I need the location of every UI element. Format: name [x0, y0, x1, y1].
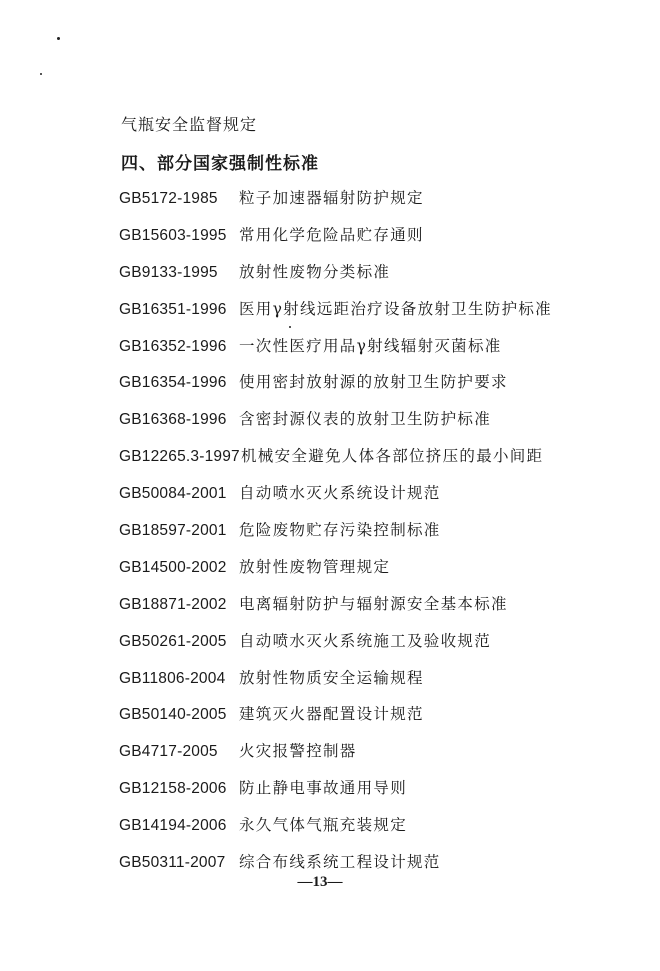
standard-item: [119, 556, 552, 593]
standard-item: [119, 630, 552, 667]
standard-code: GB14500-2002: [119, 558, 227, 576]
standard-title: 综合布线系统工程设计规范: [239, 853, 441, 872]
standard-code: GB11806-2004: [119, 669, 226, 687]
standard-title: 火灾报警控制器: [239, 742, 357, 761]
standard-title: 放射性废物分类标准: [239, 262, 391, 281]
standard-title: 使用密封放射源的放射卫生防护要求: [239, 373, 508, 392]
standard-item: [119, 371, 552, 408]
standard-code: GB4717-2005: [119, 743, 218, 761]
standard-title: 含密封源仪表的放射卫生防护标准: [239, 410, 492, 429]
standard-code: GB18597-2001: [119, 522, 227, 540]
scan-speck: [57, 37, 60, 40]
standard-title: 自动喷水灭火系统施工及验收规范: [239, 631, 492, 650]
standard-title: 常用化学危险品贮存通则: [239, 225, 424, 244]
standard-item: [119, 667, 552, 704]
standard-title: 一次性医疗用品γ射线辐射灭菌标准: [239, 336, 502, 355]
standard-code: GB15603-1995: [119, 226, 227, 244]
standard-code: GB18871-2002: [119, 595, 227, 613]
standard-title: 医用γ射线远距治疗设备放射卫生防护标准: [239, 299, 552, 318]
intro-line: 气瓶安全监督规定: [121, 115, 258, 134]
standard-title: 自动喷水灭火系统设计规范: [239, 484, 441, 503]
standard-code: GB5172-1985: [119, 190, 218, 207]
section-heading: 四、部分国家强制性标准: [121, 154, 319, 174]
standard-title: 永久气体气瓶充装规定: [239, 816, 408, 835]
standard-title: 放射性废物管理规定: [239, 557, 391, 576]
standard-item: [119, 777, 552, 814]
standards-list: [119, 187, 552, 888]
standard-item: [119, 224, 552, 261]
standard-item: [119, 408, 552, 445]
standard-code: GB50140-2005: [119, 706, 227, 724]
standard-title: 机械安全避免人体各部位挤压的最小间距: [241, 447, 544, 466]
standard-title: 放射性物质安全运输规程: [239, 668, 424, 687]
standard-code: GB12265.3-1997: [119, 448, 240, 466]
scan-speck: [40, 73, 42, 75]
standard-code: GB9133-1995: [119, 263, 218, 281]
standard-code: GB50261-2005: [119, 632, 227, 650]
standard-code: GB16368-1996: [119, 411, 227, 429]
standard-item: [119, 740, 552, 777]
standard-title: 建筑灭火器配置设计规范: [239, 705, 424, 724]
standard-code: GB14194-2006: [119, 817, 227, 835]
standard-title: 电离辐射防护与辐射源安全基本标准: [239, 594, 508, 613]
standard-title: 危险废物贮存污染控制标准: [239, 521, 441, 540]
standard-item: [119, 482, 552, 519]
standard-item: [119, 703, 552, 740]
standard-code: GB12158-2006: [119, 780, 227, 798]
standard-code: GB16351-1996: [119, 300, 227, 318]
standard-item: [119, 261, 552, 298]
standard-title: 粒子加速器辐射防护规定: [239, 189, 424, 207]
standard-code: GB50084-2001: [119, 485, 227, 503]
standard-code: GB16352-1996: [119, 337, 227, 355]
standard-title: 防止静电事故通用导则: [239, 779, 408, 798]
standard-item: [119, 814, 552, 851]
standard-item: [119, 519, 552, 556]
standard-item: [119, 187, 552, 224]
standard-item: [119, 593, 552, 630]
standard-code: GB16354-1996: [119, 374, 227, 392]
standard-code: GB50311-2007: [119, 854, 226, 872]
standard-item: [119, 445, 552, 482]
standard-item: [119, 335, 552, 372]
standard-item: [119, 298, 552, 335]
page-number: —13—: [297, 874, 343, 890]
